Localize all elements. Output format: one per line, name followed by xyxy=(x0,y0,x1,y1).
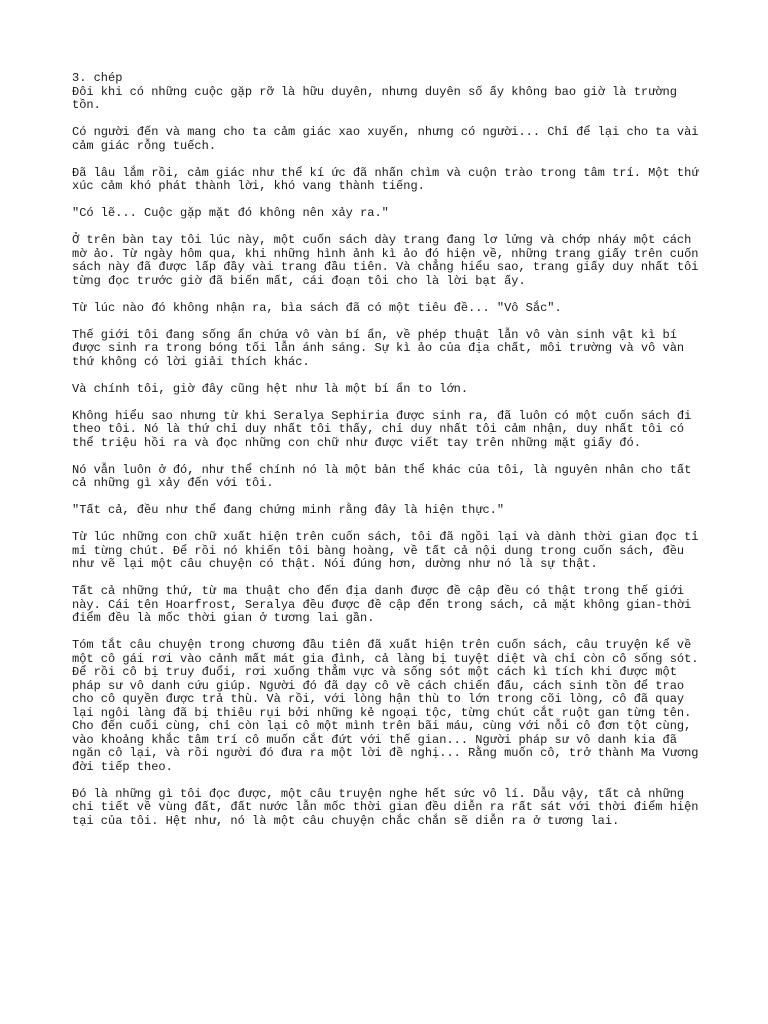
paragraph-14: Tóm tắt câu chuyện trong chương đầu tiên đã xuất hiện trên cuốn sách, câu truyện kể về một cô gái rơi vào cảnh mất mát gia đình, cả làng bị tuyệt diệt và chỉ còn cô sống sót. Để rồi cô bị truy đuổi, rơi xuống thẳm vực và sống sót một cách kì tích khi được một pháp sư vô danh cứu giúp. Người đó đã dạy cô về cách chiến đấu, cách sinh tồn để trao cho cô quyền được trả thù. Và rồi, với lòng hận thù to lớn trong cõi lòng, cô đã quay lại ngôi làng đã bị thiêu rụi bởi những kẻ ngoại tộc, từng chút cắt ruột gan từng tên. Cho đến cuối cùng, chỉ còn lại cô một mình trên bãi máu, cùng với nỗi cô đơn tột cùng, vào khoảng khắc tâm trí cô muốn cắt đứt với thế gian... Người pháp sư vô danh kia đã ngăn cô lại, và rồi người đó đưa ra một lời đề nghị... Rằng muốn cô, trở thành Ma Vương đời tiếp theo. xyxy=(72,638,706,774)
paragraph-2: Có người đến và mang cho ta cảm giác xao xuyến, nhưng có người... Chỉ để lại cho ta vài cảm giác rỗng tuếch. xyxy=(72,125,706,153)
paragraph-8: Và chính tôi, giờ đây cũng hệt như là một bí ẩn to lớn. xyxy=(72,381,469,396)
paragraph-3: Đã lâu lắm rồi, cảm giác như thể kí ức đã nhấn chìm và cuộn trào trong tâm trí. Một thứ xúc cảm khó phát thành lời, khó vang thành tiếng. xyxy=(72,165,706,193)
paragraph-11: "Tất cả, đều như thể đang chứng minh rằng đây là hiện thực." xyxy=(72,503,505,517)
paragraph-4: "Có lẽ... Cuộc gặp mặt đó không nên xảy ra." xyxy=(72,206,389,220)
paragraph-12: Từ lúc những con chữ xuất hiện trên cuốn sách, tôi đã ngồi lại và dành thời gian đọc tỉ mỉ từng chút. Để rồi nó khiến tôi bàng hoàng, về tất cả nội dung trong cuốn sách, đều như vẽ lại một câu chuyện có thật. Nói đúng hơn, dường như nó là sự thật. xyxy=(72,530,706,571)
paragraph-5: Ở trên bàn tay tôi lúc này, một cuốn sách dày trang đang lơ lửng và chớp nháy một cách mờ ảo. Từ ngày hôm qua, khi những hình ảnh kì ảo đó hiện về, những trang giấy trên cuốn sách này đã được lấp đầy vài trang đầu tiên. Và chẳng hiểu sao, trang giấy duy nhất tôi từng đọc trước giờ đã biến mất, cái đoạn tôi cho là lời bạt ấy. xyxy=(72,233,706,288)
paragraph-15: Đó là những gì tôi đọc được, một câu truyện nghe hết sức vô lí. Dẫu vậy, tất cả những chi tiết về vùng đất, đất nước lẫn mốc thời gian đều diễn ra rất sát với thời điểm hiện tại của tôi. Hệt như, nó là một câu chuyện chắc chắn sẽ diễn ra ở tương lai. xyxy=(72,786,706,828)
paragraph-6: Từ lúc nào đó không nhận ra, bìa sách đã có một tiêu đề... "Vô Sắc". xyxy=(72,300,562,315)
paragraph-9: Không hiểu sao nhưng từ khi Seralya Sephiria được sinh ra, đã luôn có một cuốn sách đi theo tôi. Nó là thứ chỉ duy nhất tôi thấy, chỉ duy nhất tôi cảm nhận, duy nhất tôi có thể triệu hồi ra và đọc những con chữ như được viết tay trên những mặt giấy đó. xyxy=(72,408,699,450)
paragraph-10: Nó vẫn luôn ở đó, như thể chính nó là một bản thể khác của tôi, là nguyên nhân cho tất cả những gì xảy đến với tôi. xyxy=(72,462,699,490)
document-page xyxy=(72,72,712,842)
paragraph-7: Thế giới tôi đang sống ẩn chứa vô vàn bí ẩn, về phép thuật lẫn vô vàn sinh vật kì bí được sinh ra trong bóng tối lẫn ánh sáng. Sự kì ảo của địa chất, môi trường và vô vàn thứ không có lời giải thích khác. xyxy=(72,327,692,369)
paragraph-1: Đôi khi có những cuộc gặp rỡ là hữu duyên, nhưng duyên số ấy không bao giờ là trường tồn. xyxy=(72,84,685,112)
chapter-heading: 3. chép xyxy=(72,71,123,85)
paragraph-13: Tất cả những thứ, từ ma thuật cho đến địa danh được đề cập đều có thật trong thế giới này. Cái tên Hoarfrost, Seralya đều được đề cập đến trong sách, cả mặt không gian-thời điểm đều là mốc thời gian ở tương lai gần. xyxy=(72,584,699,625)
